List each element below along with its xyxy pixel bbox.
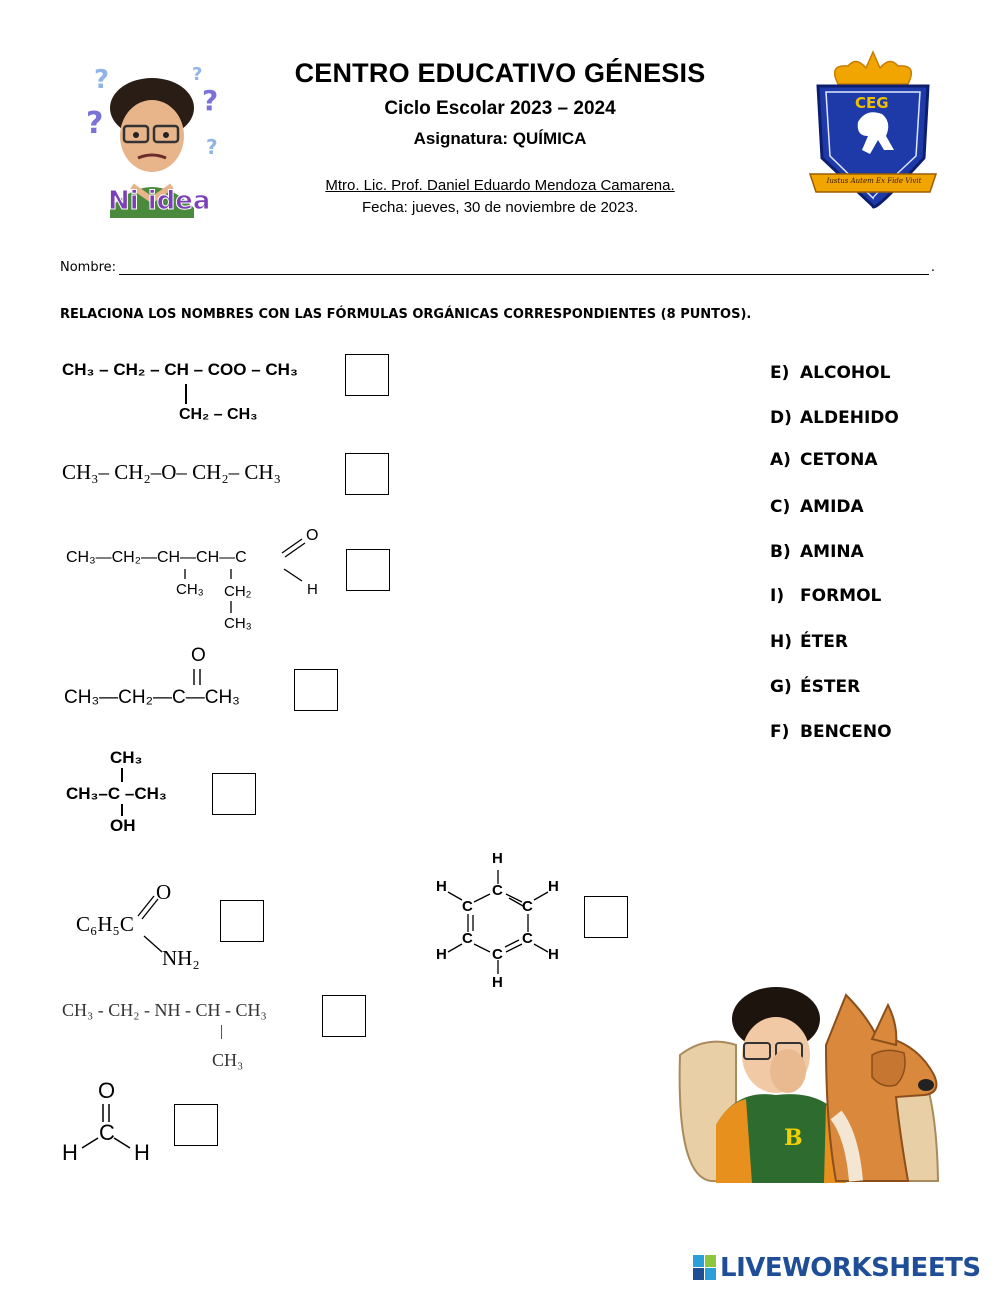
formula-4-main: CH₃—CH₂—C—CH₃ — [64, 687, 240, 708]
answer-box-9[interactable] — [174, 1104, 218, 1146]
formula-6-main: C₆H₅C — [76, 912, 134, 936]
benzene-h-top: H — [492, 850, 503, 867]
option-eter — [770, 632, 848, 652]
formula-3-branch-3: CH₃ — [224, 615, 252, 632]
option-label: AMINA — [800, 542, 864, 562]
svg-text:?: ? — [86, 106, 104, 141]
option-key: H) — [770, 632, 792, 652]
benzene-h-upper-left: H — [436, 878, 447, 895]
formula-benzene — [430, 848, 570, 993]
answer-box-8[interactable] — [322, 995, 366, 1037]
option-key: G) — [770, 677, 792, 697]
benzene-h-lower-left: H — [436, 946, 447, 963]
option-label: ALDEHIDO — [800, 408, 899, 428]
formula-9-oxygen: O — [98, 1078, 116, 1103]
school-logo — [808, 46, 938, 212]
benzene-h-bottom: H — [492, 974, 503, 991]
exam-date: Fecha: jueves, 30 de noviembre de 2023. — [361, 199, 638, 216]
option-label: BENCENO — [800, 722, 892, 742]
option-label: AMIDA — [800, 497, 864, 517]
option-alcohol — [770, 363, 890, 383]
svg-text:?: ? — [94, 65, 110, 95]
subject-label: Asignatura: QUÍMICA — [413, 129, 587, 148]
svg-text:?: ? — [192, 64, 203, 85]
benzene-c-top: C — [492, 882, 503, 899]
option-label: CETONA — [800, 450, 878, 470]
formula-5-middle: CH₃–C –CH₃ — [66, 784, 167, 803]
formula-3-branch-1: CH₃ — [176, 581, 204, 598]
formula-ether — [62, 460, 281, 485]
formula-5-bond-up — [121, 768, 123, 782]
formula-9-carbon: C — [99, 1120, 115, 1145]
svg-text:?: ? — [202, 84, 219, 117]
formula-3-branch-2: CH₂ — [224, 583, 252, 600]
benzene-c-upper-left: C — [462, 898, 473, 915]
formula-8-bond — [221, 1025, 222, 1039]
formula-7-ring-bonds — [430, 848, 570, 993]
option-label: FORMOL — [800, 586, 882, 606]
answer-box-4[interactable] — [294, 669, 338, 711]
formula-alcohol — [66, 748, 196, 838]
jacket-letter: B — [784, 1125, 803, 1151]
formula-formaldehyde — [62, 1078, 162, 1168]
formula-9-h-right: H — [134, 1140, 150, 1165]
benzene-c-upper-right: C — [522, 898, 533, 915]
shield-icon — [808, 46, 938, 212]
answer-box-6[interactable] — [220, 900, 264, 942]
facepalm-sticker — [676, 985, 942, 1183]
formula-8-main: CH₃ - CH₂ - NH - CH - CH₃ — [62, 1000, 267, 1020]
school-cycle: Ciclo Escolar 2023 – 2024 — [384, 98, 616, 119]
formula-3-main: CH₃—CH₂—CH—CH—C — [66, 549, 247, 566]
formula-5-bottom: OH — [110, 816, 136, 835]
answer-box-5[interactable] — [212, 773, 256, 815]
option-amina — [770, 542, 864, 562]
facepalm-boy-dog-illustration — [676, 985, 942, 1183]
option-label: ÉTER — [800, 632, 848, 652]
name-input-line[interactable] — [119, 260, 929, 275]
formula-5-bond-down — [121, 804, 123, 816]
formula-4-oxygen: O — [191, 645, 206, 666]
formula-3-hydrogen: H — [307, 581, 318, 598]
teacher-name: Mtro. Lic. Prof. Daniel Eduardo Mendoza Camarena. — [325, 177, 675, 194]
formula-8-branch: CH₃ — [212, 1050, 244, 1070]
benzene-c-bottom: C — [492, 946, 503, 963]
option-label: ÉSTER — [800, 677, 861, 697]
formula-amine — [62, 1000, 322, 1075]
option-formol — [770, 586, 881, 606]
formula-9-h-left: H — [62, 1140, 78, 1165]
svg-text:?: ? — [206, 135, 218, 159]
formula-3-oxygen: O — [306, 527, 319, 544]
liveworksheets-logo — [693, 1253, 981, 1283]
logo-motto: Iustus Autem Ex Fide Vivit — [826, 177, 922, 185]
benzene-h-lower-right: H — [548, 946, 559, 963]
formula-ester — [62, 360, 342, 435]
benzene-c-lower-right: C — [522, 930, 533, 947]
instructions: RELACIONA LOS NOMBRES CON LAS FÓRMULAS ORGÁNICAS CORRESPONDIENTES (8 PUNTOS). — [60, 307, 752, 322]
benzene-c-lower-left: C — [462, 930, 473, 947]
option-key: B) — [770, 542, 791, 562]
student-name-row — [60, 260, 935, 275]
formula-1-bond — [185, 384, 187, 404]
formula-1-main: CH₃ – CH₂ – CH – COO – CH₃ — [62, 360, 298, 379]
option-key: E) — [770, 363, 790, 383]
option-key: A) — [770, 450, 791, 470]
logo-initials: CEG — [855, 94, 889, 112]
formula-6-nh2: NH₂ — [162, 946, 200, 970]
formula-5-top: CH₃ — [110, 748, 143, 767]
formula-6-oxygen: O — [156, 880, 172, 904]
formula-6-bonds — [76, 880, 216, 980]
option-cetona — [770, 450, 878, 470]
option-key: F) — [770, 722, 790, 742]
answer-box-1[interactable] — [345, 354, 389, 396]
option-ester — [770, 677, 860, 697]
formula-aldehyde — [66, 525, 336, 640]
formula-1-branch: CH₂ – CH₃ — [179, 406, 258, 423]
option-key: C) — [770, 497, 791, 517]
liveworksheets-icon — [693, 1255, 717, 1281]
liveworksheets-wordmark: LIVEWORKSHEETS — [720, 1253, 981, 1283]
option-amida — [770, 497, 864, 517]
answer-box-2[interactable] — [345, 453, 389, 495]
option-benceno — [770, 722, 892, 742]
option-label: ALCOHOL — [800, 363, 891, 383]
formula-amide — [76, 880, 216, 980]
school-name: CENTRO EDUCATIVO GÉNESIS — [294, 58, 706, 88]
option-aldehido — [770, 408, 899, 428]
name-label: Nombre: — [60, 260, 117, 275]
name-line-end: . — [930, 260, 935, 275]
option-key: I) — [770, 586, 785, 606]
option-key: D) — [770, 408, 792, 428]
answer-box-3[interactable] — [346, 549, 390, 591]
formula-2-text: CH₃– CH₂–O– CH₂– CH₃ — [62, 460, 281, 484]
answer-box-7[interactable] — [584, 896, 628, 938]
formula-ketone — [64, 645, 284, 715]
benzene-h-upper-right: H — [548, 878, 559, 895]
ni-idea-caption: Ni idea — [108, 186, 211, 216]
